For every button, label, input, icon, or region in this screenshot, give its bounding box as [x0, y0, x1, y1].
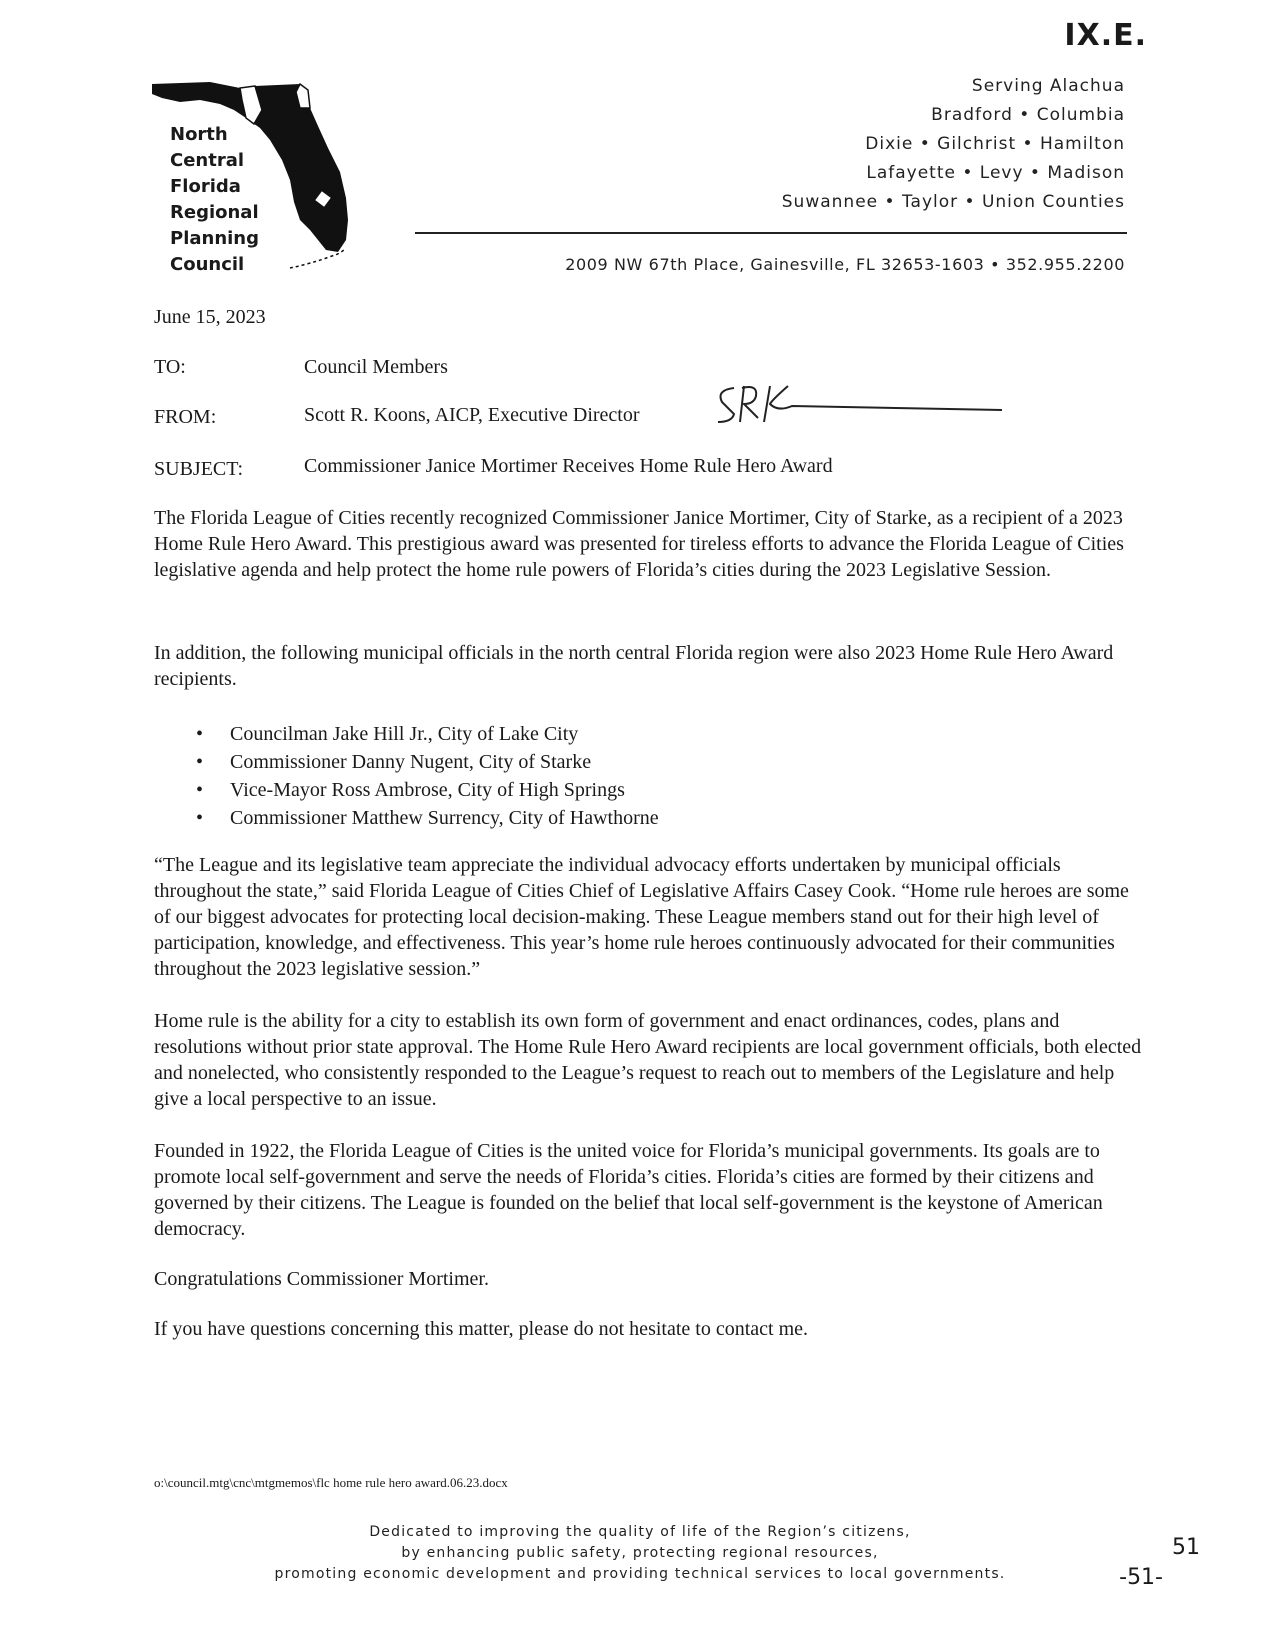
header-divider	[415, 232, 1127, 234]
counties-line: Dixie • Gilchrist • Hamilton	[865, 134, 1125, 154]
body-paragraph	[154, 1008, 1144, 1112]
logo-line: Regional	[170, 202, 259, 223]
motto-line: by enhancing public safety, protecting regional resources,	[401, 1545, 879, 1561]
subject-value: Commissioner Janice Mortimer Receives Home Rule Hero Award	[304, 455, 833, 477]
body-paragraph	[154, 852, 1144, 982]
list-item: • Commissioner Danny Nugent, City of Starke	[196, 748, 659, 776]
list-item: • Vice-Mayor Ross Ambrose, City of High Springs	[196, 776, 659, 804]
counties-line: Lafayette • Levy • Madison	[866, 163, 1125, 183]
logo-line: Council	[170, 254, 245, 275]
from-label: FROM:	[154, 406, 217, 428]
paragraph-text: If you have questions concerning this matter, please do not hesitate to contact me.	[154, 1318, 809, 1340]
counties-line: Suwannee • Taylor • Union Counties	[781, 192, 1125, 212]
to-value: Council Members	[304, 356, 448, 378]
list-item: • Commissioner Matthew Surrency, City of Hawthorne	[196, 804, 659, 832]
body-paragraph	[154, 640, 1144, 692]
paragraph-text: The Florida League of Cities recently recognized Commissioner Janice Mortimer, City of Starke, as a recipient of a 2023 Home Rule Hero Award. This prestigious award was presented for tireless efforts to advance the Florida League of Cities legislative agenda and help protect the home rule powers of Florida’s cities during the 2023 Legislative Session.	[154, 507, 1124, 581]
from-value: Scott R. Koons, AICP, Executive Director	[304, 404, 640, 426]
paragraph-text: In addition, the following municipal officials in the north central Florida region were also 2023 Home Rule Hero Award recipients.	[154, 642, 1114, 690]
paragraph-text: Founded in 1922, the Florida League of Cities is the united voice for Florida’s municipal governments. Its goals are to promote local self-government and serve the needs of Florida’s cities. Florida’s cities are formed by their citizens and governed by their citizens. The League is founded on the belief that local self-government is the keystone of American democracy.	[154, 1140, 1103, 1240]
footer-motto	[160, 1522, 1120, 1585]
agenda-item-code: IX.E.	[1064, 18, 1147, 53]
body-paragraph	[154, 1266, 1144, 1292]
list-item: • Councilman Jake Hill Jr., City of Lake City	[196, 720, 659, 748]
memo-date: June 15, 2023	[154, 306, 266, 328]
document-file-path: o:\council.mtg\cnc\mtgmemos\flc home rule hero award.06.23.docx	[154, 1475, 508, 1490]
page-number-marked: -51-	[1119, 1565, 1163, 1590]
page-number: 51	[1172, 1535, 1200, 1560]
logo-line: North	[170, 124, 228, 145]
recipients-list	[196, 720, 659, 832]
counties-served	[782, 72, 1125, 217]
motto-line: Dedicated to improving the quality of life of the Region’s citizens,	[369, 1524, 911, 1540]
subject-label: SUBJECT:	[154, 458, 244, 480]
logo-line: Florida	[170, 176, 241, 197]
body-paragraph	[154, 1138, 1144, 1242]
logo-line: Central	[170, 150, 245, 171]
counties-line: Serving Alachua	[971, 76, 1125, 96]
paragraph-text: “The League and its legislative team appreciate the individual advocacy efforts undertaken by municipal officials throughout the state,” said Florida League of Cities Chief of Legislative Affairs Casey Cook. “Home rule heroes are some of our biggest advocates for protecting local decision-making. These League members stand out for their high level of participation, knowledge, and effectiveness. This year’s home rule heroes continuously advocated for their communities throughout the 2023 legislative session.”	[154, 854, 1129, 980]
signature-scribble	[712, 382, 1012, 432]
body-paragraph	[154, 505, 1144, 583]
counties-line: Bradford • Columbia	[931, 105, 1125, 125]
paragraph-text: Home rule is the ability for a city to establish its own form of government and enact ordinances, codes, plans and resolutions without prior state approval. The Home Rule Hero Award recipients are local government officials, both elected and nonelected, who consistently responded to the League’s request to reach out to members of the Legislature and help give a local perspective to an issue.	[154, 1010, 1142, 1110]
logo-organization-name	[170, 122, 259, 278]
logo-line: Planning	[170, 228, 260, 249]
paragraph-text: Congratulations Commissioner Mortimer.	[154, 1268, 489, 1290]
to-label: TO:	[154, 356, 186, 378]
body-paragraph	[154, 1316, 1144, 1342]
motto-line: promoting economic development and providing technical services to local governments.	[274, 1566, 1006, 1582]
letterhead-address: 2009 NW 67th Place, Gainesville, FL 32653-1603 • 352.955.2200	[565, 255, 1125, 274]
